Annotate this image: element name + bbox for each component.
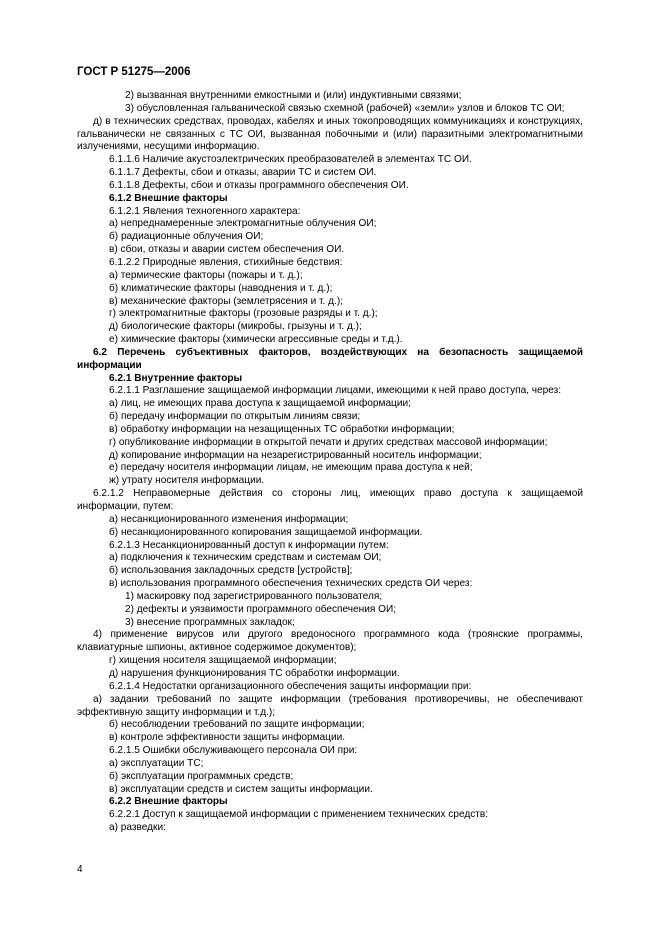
paragraph: д) биологические факторы (микробы, грызуны и т. д.);	[109, 321, 362, 333]
paragraph: 2) вызванная внутренними емкостными и (или) индуктивными связями;	[125, 90, 462, 101]
paragraph: 6.2.1.5 Ошибки обслуживающего персонала ОИ при:	[109, 745, 358, 757]
page-number: 4	[77, 864, 83, 875]
paragraph: 6.1.2.1 Явления техногенного характера:	[109, 205, 301, 217]
paragraph: в) механические факторы (землетрясения и т. д.);	[109, 295, 343, 307]
paragraph: а) задании требований по защите информации (требования противоречивы, не обеспечивают эффективную защиту информации и т.д.);	[77, 693, 583, 718]
paragraph: д) в технических средствах, проводах, кабелях и иных токопроводящих коммуникациях и конструкциях, гальванически не связанных с ТС ОИ, вызванная побочными и (или) паразитными электромагнитными излучениями, несущими информацию.	[77, 115, 583, 153]
paragraph: 6.1.1.7 Дефекты, сбои и отказы, аварии ТС и систем ОИ.	[109, 167, 377, 179]
paragraph: г) электромагнитные факторы (грозовые разряды и т. д.);	[109, 308, 378, 320]
paragraph: 3) внесение программных закладок;	[125, 616, 295, 628]
paragraph: д) копирование информации на незарегистрированный носитель информации;	[109, 449, 482, 461]
paragraph: в) эксплуатации средств и систем защиты информации.	[109, 783, 373, 795]
paragraph: 6.2.1.1 Разглашение защищаемой информации лицами, имеющими к ней право доступа, через:	[109, 385, 562, 397]
paragraph: е) химические факторы (химически агрессивные среды и т.д.).	[109, 334, 403, 346]
paragraph: 2) дефекты и уязвимости программного обеспечения ОИ;	[125, 603, 397, 615]
paragraph: 3) обусловленная гальванической связью схемной (рабочей) «земли» узлов и блоков ТС ОИ;	[125, 102, 565, 114]
paragraph: а) непреднамеренные электромагнитные облучения ОИ;	[109, 218, 377, 230]
paragraph: 6.2.2 Внешние факторы	[109, 796, 228, 808]
paragraph: 6.2.1.4 Недостатки организационного обеспечения защиты информации при:	[109, 680, 472, 692]
paragraph: б) радиационные облучения ОИ;	[109, 231, 264, 243]
paragraph: а) разведки:	[109, 822, 166, 834]
paragraph: 6.2.1 Внутренние факторы	[109, 372, 243, 384]
paragraph: 1) маскировку под зарегистрированного пользователя;	[125, 590, 383, 602]
paragraph: г) опубликование информации в открытой печати и других средствах массовой информации;	[109, 436, 548, 448]
paragraph: 6.1.2.2 Природные явления, стихийные бедствия:	[109, 256, 343, 268]
paragraph: а) подключения к техническим средствам и системам ОИ;	[109, 552, 382, 564]
paragraph: д) нарушения функционирования ТС обработки информации.	[109, 667, 400, 679]
paragraph: б) несанкционированного копирования защищаемой информации.	[109, 526, 423, 538]
paragraph: 6.1.1.6 Наличие акустоэлектрических преобразователей в элементах ТС ОИ.	[109, 154, 472, 166]
paragraph: 6.2 Перечень субъективных факторов, воздействующих на безопасность защищаемой информации	[77, 346, 583, 371]
paragraph: б) несоблюдении требований по защите информации;	[109, 719, 365, 731]
paragraph: е) передачу носителя информации лицам, не имеющим права доступа к ней;	[109, 462, 473, 474]
paragraph: в) обработку информации на незащищенных ТС обработки информации;	[109, 423, 455, 435]
paragraph: б) климатические факторы (наводнения и т. д.);	[109, 282, 333, 294]
paragraph: б) эксплуатации программных средств;	[109, 770, 294, 782]
paragraph: в) контроле эффективности защиты информации.	[109, 732, 346, 744]
paragraph: 6.2.1.3 Несанкционированный доступ к информации путем:	[109, 539, 389, 551]
paragraph: ж) утрату носителя информации.	[109, 475, 265, 487]
paragraph: 6.1.1.8 Дефекты, сбои и отказы программного обеспечения ОИ.	[109, 179, 409, 191]
paragraph: а) термические факторы (пожары и т. д.);	[109, 269, 303, 281]
paragraph: б) передачу информации по открытым линиям связи;	[109, 411, 361, 423]
paragraph: а) несанкционированного изменения информации;	[109, 513, 349, 525]
paragraph: 6.2.2.1 Доступ к защищаемой информации с применением технических средств:	[109, 809, 489, 821]
document-header: ГОСТ Р 51275—2006	[77, 66, 191, 78]
paragraph: б) использования закладочных средств [устройств];	[109, 565, 353, 577]
paragraph: 6.1.2 Внешние факторы	[109, 192, 228, 204]
paragraph: а) лиц, не имеющих права доступа к защищаемой информации;	[109, 398, 411, 410]
document-body	[77, 90, 583, 835]
paragraph: 6.2.1.2 Неправомерные действия со стороны лиц, имеющих право доступа к защищаемой информации, путем:	[77, 488, 583, 512]
paragraph: 4) применение вирусов или другого вредоносного программного кода (троянские программы, клавиатурные шпионы, активное содержимое документов);	[77, 629, 583, 654]
paragraph: а) эксплуатации ТС;	[109, 757, 204, 769]
paragraph: г) хищения носителя защищаемой информации;	[109, 655, 337, 667]
paragraph: в) сбои, отказы и аварии систем обеспечения ОИ.	[109, 244, 345, 256]
paragraph: в) использования программного обеспечения технических средств ОИ через:	[109, 578, 473, 590]
